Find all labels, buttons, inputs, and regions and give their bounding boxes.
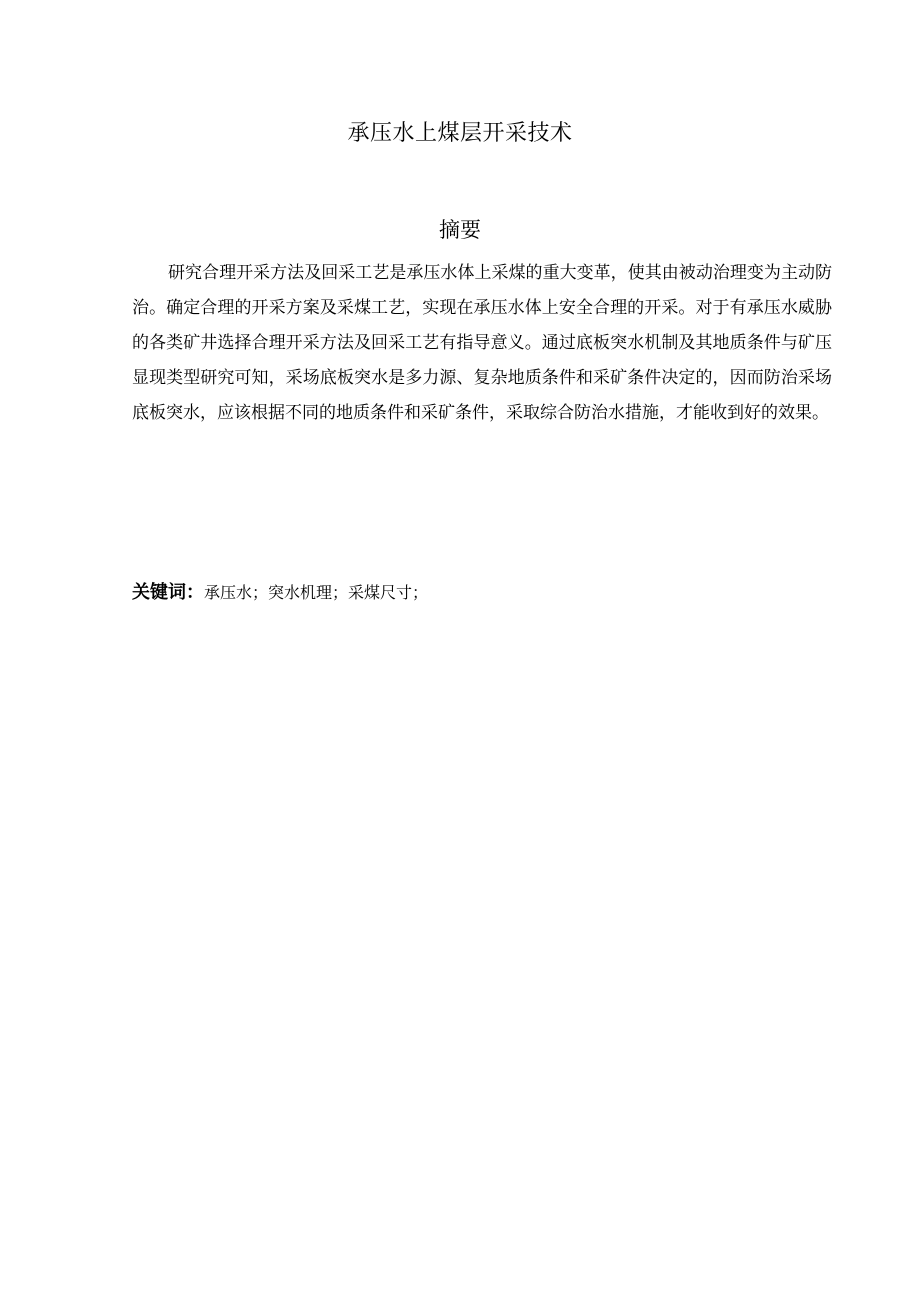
abstract-body: 研究合理开采方法及回采工艺是承压水体上采煤的重大变革，使其由被动治理变为主动防治。确定合理的开采方案及采煤工艺，实现在承压水体上安全合理的开采。对于有承压水威胁的各类矿井选择合理开采方法及回采工艺有指导意义。通过底板突水机制及其地质条件与矿压显现类型研究可知，采场底板突水是多力源、复杂地质条件和采矿条件决定的，因而防治采场底板突水，应该根据不同的地质条件和采矿条件，采取综合防治水措施，才能收到好的效果。 bbox=[132, 263, 832, 423]
abstract-heading: 摘要 bbox=[439, 218, 481, 242]
document-title: 承压水上煤层开采技术 bbox=[347, 121, 573, 146]
keywords-line bbox=[132, 578, 832, 608]
keywords-label: 关键词： bbox=[132, 582, 204, 603]
keywords-value: 承压水；突水机理；采煤尺寸； bbox=[204, 583, 429, 602]
